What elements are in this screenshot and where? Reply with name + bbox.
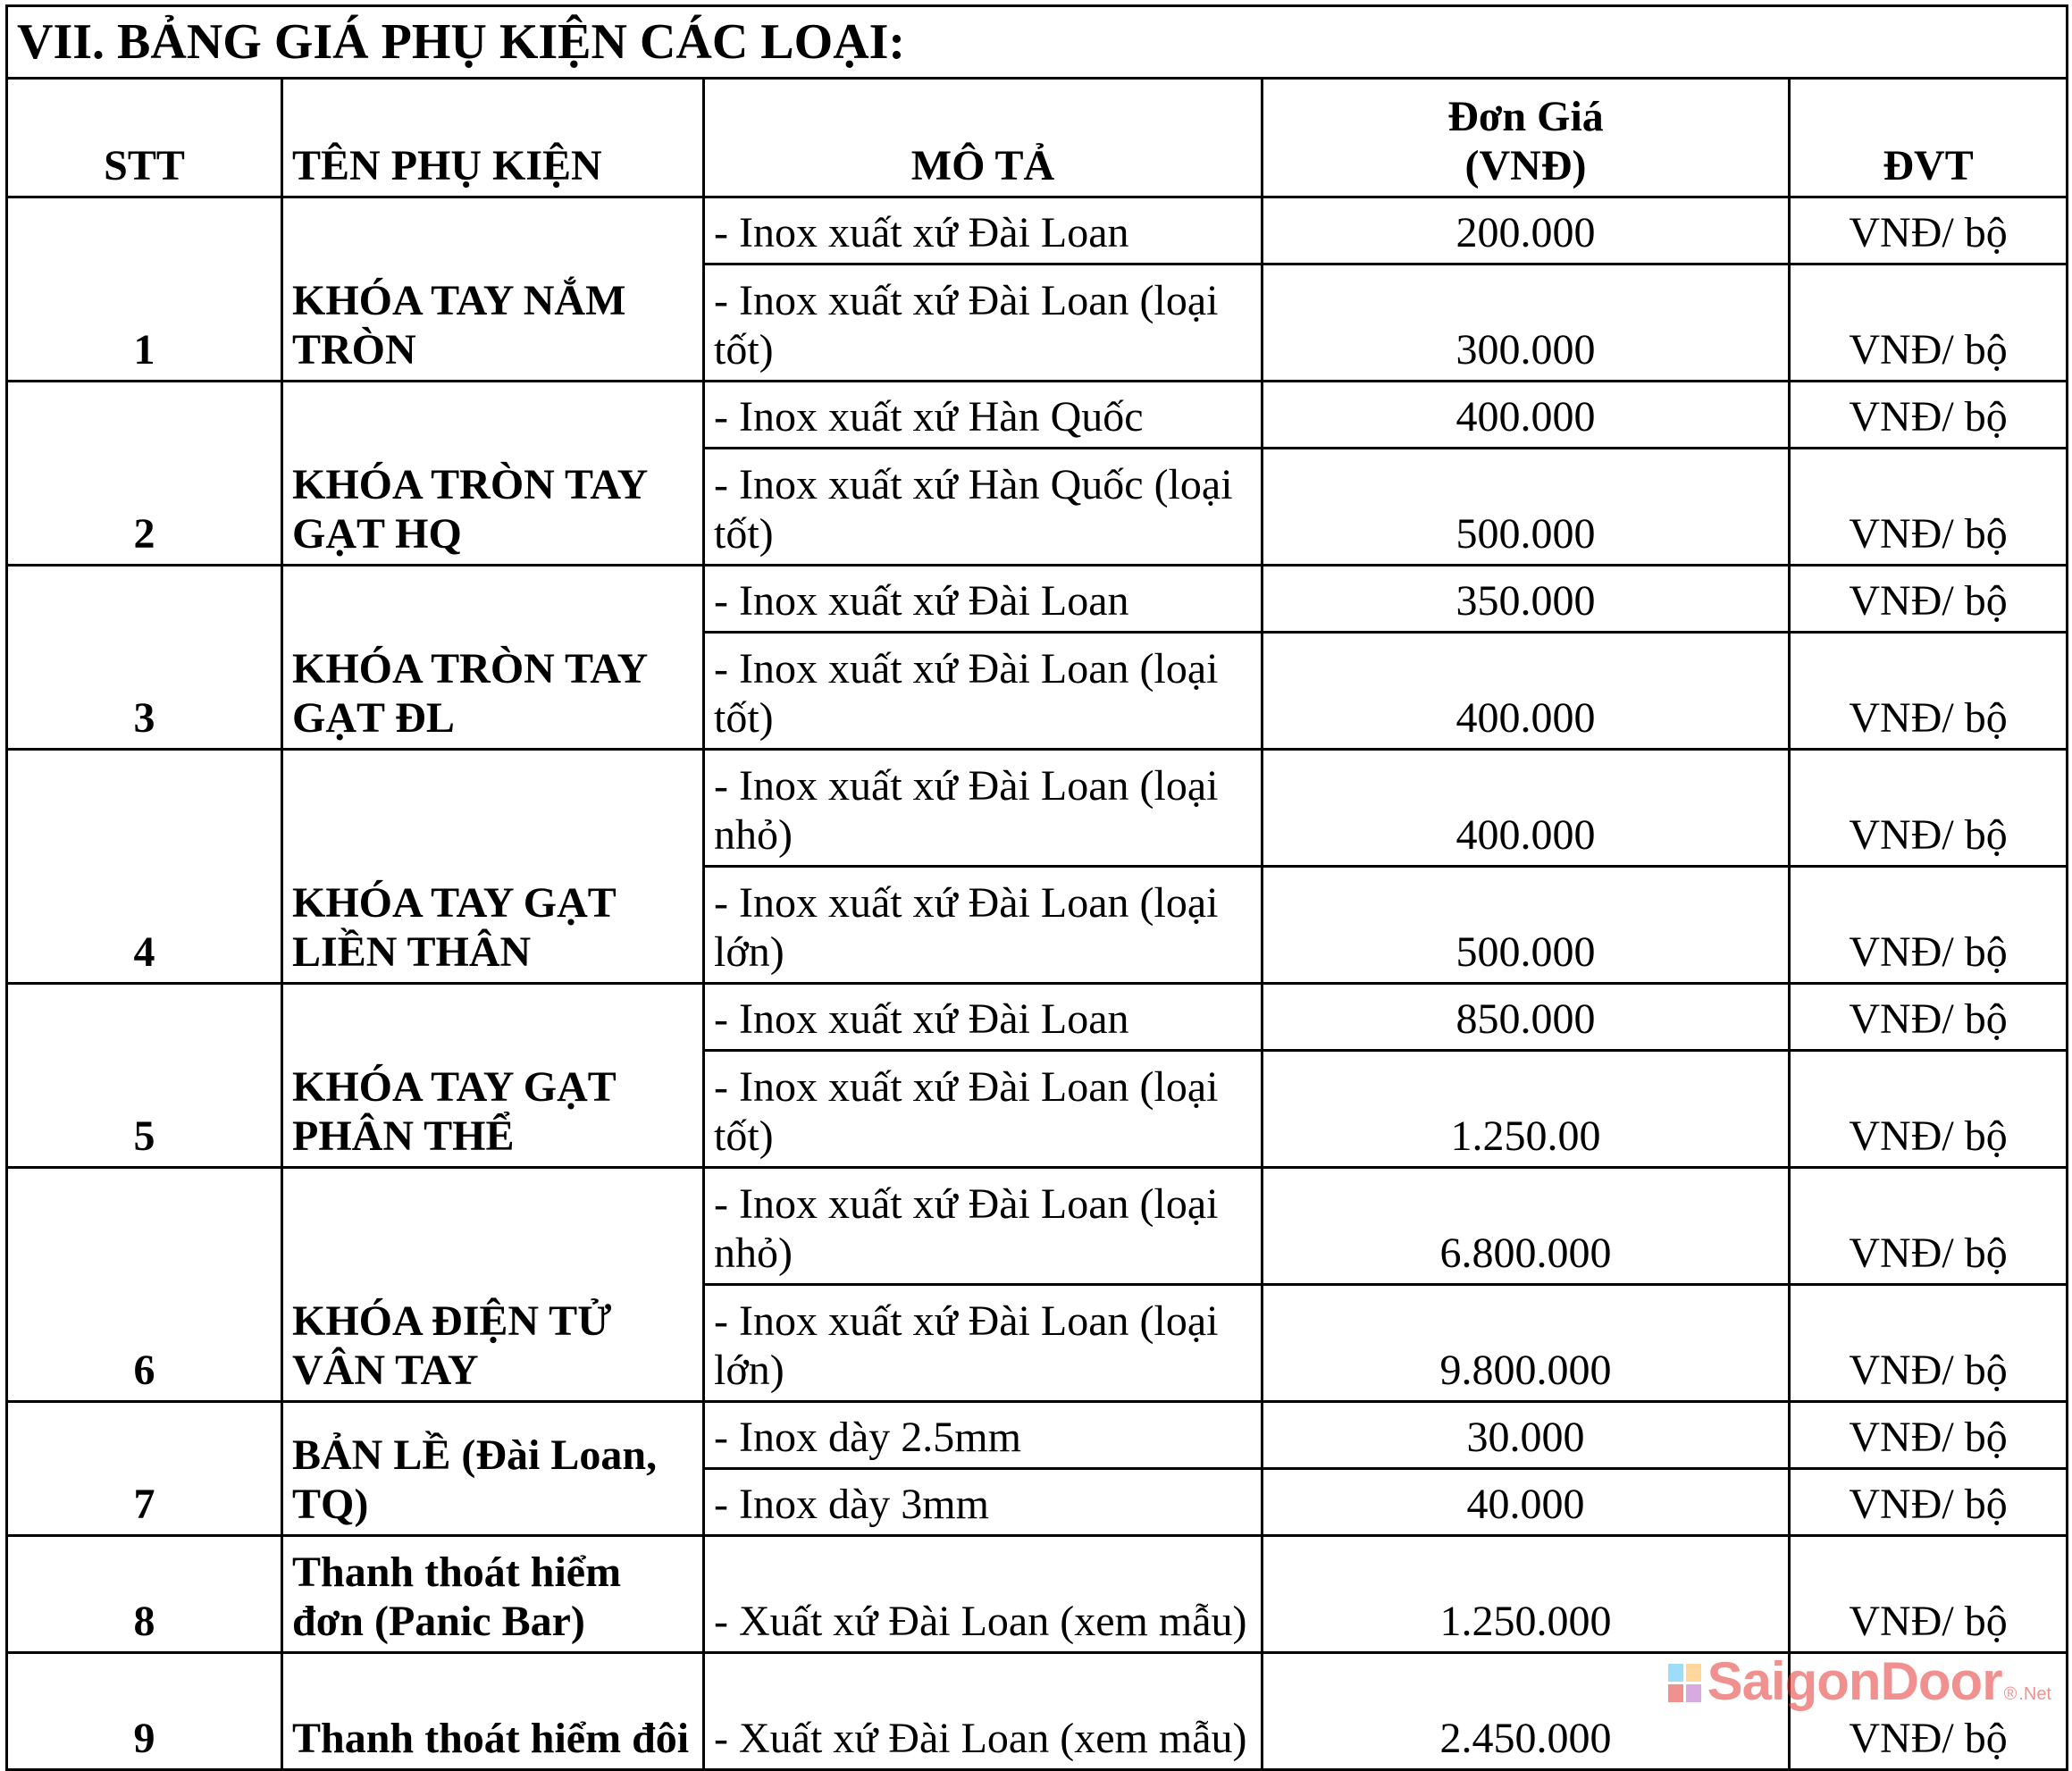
cell-price: 9.800.000 [1262, 1285, 1790, 1402]
cell-price: 1.250.00 [1262, 1051, 1790, 1168]
cell-stt: 7 [7, 1402, 282, 1536]
cell-description: - Inox xuất xứ Đài Loan [704, 197, 1262, 264]
cell-unit: VNĐ/ bộ [1790, 750, 2068, 867]
price-table [5, 4, 2068, 1771]
cell-price: 300.000 [1262, 264, 1790, 382]
cell-price: 400.000 [1262, 382, 1790, 449]
cell-product-name: KHÓA TRÒN TAY GẠT HQ [282, 382, 704, 566]
cell-stt: 1 [7, 197, 282, 382]
cell-stt: 6 [7, 1168, 282, 1402]
cell-product-name: KHÓA TRÒN TAY GẠT ĐL [282, 566, 704, 750]
cell-price: 500.000 [1262, 449, 1790, 566]
table-row [7, 984, 2068, 1051]
cell-unit: VNĐ/ bộ [1790, 1653, 2068, 1770]
table-row [7, 1536, 2068, 1653]
cell-product-name: Thanh thoát hiểm đơn (Panic Bar) [282, 1536, 704, 1653]
cell-stt: 5 [7, 984, 282, 1168]
table-row [7, 382, 2068, 449]
cell-description: - Inox dày 3mm [704, 1469, 1262, 1536]
table-row [7, 750, 2068, 867]
page-title: VII. BẢNG GIÁ PHỤ KIỆN CÁC LOẠI: [7, 6, 2068, 79]
cell-description: - Inox xuất xứ Đài Loan [704, 566, 1262, 633]
cell-stt: 2 [7, 382, 282, 566]
header-name: TÊN PHỤ KIỆN [282, 79, 704, 197]
cell-product-name: KHÓA TAY GẠT LIỀN THÂN [282, 750, 704, 984]
watermark [1668, 1650, 2051, 1712]
cell-price: 400.000 [1262, 633, 1790, 750]
cell-unit: VNĐ/ bộ [1790, 197, 2068, 264]
cell-description: - Inox xuất xứ Đài Loan (loại tốt) [704, 1051, 1262, 1168]
cell-description: - Inox xuất xứ Đài Loan (loại tốt) [704, 633, 1262, 750]
cell-unit: VNĐ/ bộ [1790, 633, 2068, 750]
watermark-suffix: .Net [2018, 1684, 2051, 1704]
header-price-line2: (VNĐ) [1464, 141, 1587, 189]
cell-unit: VNĐ/ bộ [1790, 1402, 2068, 1469]
header-unit: ĐVT [1790, 79, 2068, 197]
cell-stt: 4 [7, 750, 282, 984]
table-row [7, 1402, 2068, 1469]
cell-unit: VNĐ/ bộ [1790, 1168, 2068, 1285]
cell-price: 400.000 [1262, 750, 1790, 867]
cell-price: 2.450.000 [1262, 1653, 1790, 1770]
cell-description: - Inox dày 2.5mm [704, 1402, 1262, 1469]
cell-description: - Xuất xứ Đài Loan (xem mẫu) [704, 1653, 1262, 1770]
cell-unit: VNĐ/ bộ [1790, 1051, 2068, 1168]
header-price [1262, 79, 1790, 197]
cell-product-name: KHÓA TAY GẠT PHÂN THỂ [282, 984, 704, 1168]
cell-description: - Xuất xứ Đài Loan (xem mẫu) [704, 1536, 1262, 1653]
cell-price: 1.250.000 [1262, 1536, 1790, 1653]
table-row [7, 1168, 2068, 1285]
cell-price: 350.000 [1262, 566, 1790, 633]
cell-description: - Inox xuất xứ Đài Loan (loại nhỏ) [704, 750, 1262, 867]
cell-unit: VNĐ/ bộ [1790, 449, 2068, 566]
watermark-brand: SaigonDoor [1707, 1651, 2002, 1711]
cell-stt: 8 [7, 1536, 282, 1653]
cell-description: - Inox xuất xứ Hàn Quốc (loại tốt) [704, 449, 1262, 566]
cell-price: 30.000 [1262, 1402, 1790, 1469]
cell-stt: 3 [7, 566, 282, 750]
cell-product-name: Thanh thoát hiểm đôi [282, 1653, 704, 1770]
cell-unit: VNĐ/ bộ [1790, 264, 2068, 382]
cell-unit: VNĐ/ bộ [1790, 382, 2068, 449]
cell-unit: VNĐ/ bộ [1790, 1469, 2068, 1536]
cell-unit: VNĐ/ bộ [1790, 867, 2068, 984]
cell-product-name: KHÓA ĐIỆN TỬ VÂN TAY [282, 1168, 704, 1402]
cell-price: 6.800.000 [1262, 1168, 1790, 1285]
cell-price: 500.000 [1262, 867, 1790, 984]
cell-unit: VNĐ/ bộ [1790, 984, 2068, 1051]
cell-price: 850.000 [1262, 984, 1790, 1051]
watermark-registered: ® [2003, 1684, 2017, 1704]
cell-description: - Inox xuất xứ Đài Loan [704, 984, 1262, 1051]
cell-description: - Inox xuất xứ Đài Loan (loại lớn) [704, 1285, 1262, 1402]
cell-description: - Inox xuất xứ Đài Loan (loại nhỏ) [704, 1168, 1262, 1285]
table-row [7, 197, 2068, 264]
header-price-line1: Đơn Giá [1447, 92, 1604, 140]
cell-product-name: BẢN LỀ (Đài Loan, TQ) [282, 1402, 704, 1536]
cell-unit: VNĐ/ bộ [1790, 566, 2068, 633]
cell-description: - Inox xuất xứ Đài Loan (loại lớn) [704, 867, 1262, 984]
cell-price: 200.000 [1262, 197, 1790, 264]
cell-description: - Inox xuất xứ Đài Loan (loại tốt) [704, 264, 1262, 382]
price-sheet [5, 4, 2066, 1762]
cell-unit: VNĐ/ bộ [1790, 1285, 2068, 1402]
table-row [7, 566, 2068, 633]
cell-product-name: KHÓA TAY NẮM TRÒN [282, 197, 704, 382]
header-description: MÔ TẢ [704, 79, 1262, 197]
cell-description: - Inox xuất xứ Hàn Quốc [704, 382, 1262, 449]
header-stt: STT [7, 79, 282, 197]
brand-logo-icon [1668, 1664, 1702, 1703]
cell-stt: 9 [7, 1653, 282, 1770]
cell-price: 40.000 [1262, 1469, 1790, 1536]
cell-unit: VNĐ/ bộ [1790, 1536, 2068, 1653]
